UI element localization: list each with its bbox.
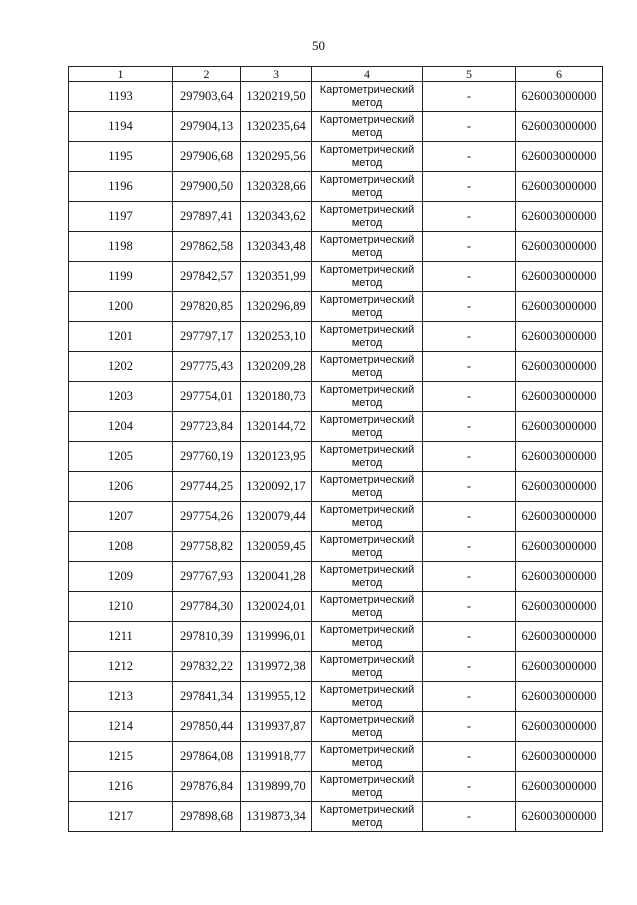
page-number: 50	[312, 38, 325, 53]
cadastral-code-cell: 626003000000	[516, 262, 603, 292]
method-line-2: метод	[351, 576, 383, 589]
table-row	[69, 712, 603, 742]
method-line-2: метод	[351, 126, 383, 139]
coord-x-cell: 297810,39	[173, 622, 241, 652]
point-number-cell: 1200	[69, 292, 173, 322]
coord-y-cell: 1319972,38	[241, 652, 312, 682]
method-line-1: Картометрический	[319, 383, 415, 396]
point-number-cell: 1205	[69, 442, 173, 472]
method-line-2: метод	[351, 186, 383, 199]
point-number-cell: 1214	[69, 712, 173, 742]
header-col-6: 6	[516, 67, 603, 82]
cadastral-code-cell: 626003000000	[516, 82, 603, 112]
coord-x-cell: 297820,85	[173, 292, 241, 322]
method-line-1: Картометрический	[319, 563, 415, 576]
point-number-cell: 1198	[69, 232, 173, 262]
method-cell	[312, 112, 423, 142]
table-row	[69, 442, 603, 472]
cadastral-code-cell: 626003000000	[516, 802, 603, 832]
coord-y-cell: 1320235,64	[241, 112, 312, 142]
accuracy-cell: -	[423, 292, 516, 322]
point-number-cell: 1207	[69, 502, 173, 532]
method-cell	[312, 82, 423, 112]
accuracy-cell: -	[423, 562, 516, 592]
table-row	[69, 322, 603, 352]
table-row	[69, 412, 603, 442]
method-line-1: Картометрический	[319, 233, 415, 246]
coord-y-cell: 1320059,45	[241, 532, 312, 562]
method-cell	[312, 202, 423, 232]
coord-x-cell: 297904,13	[173, 112, 241, 142]
point-number-cell: 1201	[69, 322, 173, 352]
method-line-1: Картометрический	[319, 743, 415, 756]
accuracy-cell: -	[423, 322, 516, 352]
method-line-1: Картометрический	[319, 473, 415, 486]
method-cell	[312, 652, 423, 682]
method-line-2: метод	[351, 516, 383, 529]
accuracy-cell: -	[423, 382, 516, 412]
coord-y-cell: 1320343,48	[241, 232, 312, 262]
point-number-cell: 1196	[69, 172, 173, 202]
method-cell	[312, 352, 423, 382]
accuracy-cell: -	[423, 232, 516, 262]
coord-x-cell: 297876,84	[173, 772, 241, 802]
point-number-cell: 1209	[69, 562, 173, 592]
coord-y-cell: 1320180,73	[241, 382, 312, 412]
cadastral-code-cell: 626003000000	[516, 532, 603, 562]
point-number-cell: 1208	[69, 532, 173, 562]
cadastral-code-cell: 626003000000	[516, 232, 603, 262]
cadastral-code-cell: 626003000000	[516, 712, 603, 742]
method-line-2: метод	[351, 96, 383, 109]
coord-y-cell: 1319996,01	[241, 622, 312, 652]
table-row	[69, 172, 603, 202]
cadastral-code-cell: 626003000000	[516, 172, 603, 202]
cadastral-code-cell: 626003000000	[516, 112, 603, 142]
coord-y-cell: 1320123,95	[241, 442, 312, 472]
header-col-1: 1	[69, 67, 173, 82]
table-row	[69, 112, 603, 142]
method-line-2: метод	[351, 366, 383, 379]
method-line-1: Картометрический	[319, 683, 415, 696]
method-cell	[312, 262, 423, 292]
method-line-2: метод	[351, 696, 383, 709]
method-cell	[312, 712, 423, 742]
method-line-2: метод	[351, 636, 383, 649]
point-number-cell: 1197	[69, 202, 173, 232]
point-number-cell: 1193	[69, 82, 173, 112]
point-number-cell: 1199	[69, 262, 173, 292]
accuracy-cell: -	[423, 82, 516, 112]
method-cell	[312, 592, 423, 622]
method-line-1: Картометрический	[319, 443, 415, 456]
method-line-2: метод	[351, 486, 383, 499]
table-row	[69, 472, 603, 502]
coord-y-cell: 1320351,99	[241, 262, 312, 292]
accuracy-cell: -	[423, 532, 516, 562]
method-cell	[312, 472, 423, 502]
coord-x-cell: 297784,30	[173, 592, 241, 622]
accuracy-cell: -	[423, 352, 516, 382]
coord-x-cell: 297797,17	[173, 322, 241, 352]
coord-x-cell: 297850,44	[173, 712, 241, 742]
method-line-1: Картометрический	[319, 623, 415, 636]
method-line-1: Картометрический	[319, 803, 415, 816]
table-row	[69, 502, 603, 532]
method-line-2: метод	[351, 306, 383, 319]
cadastral-code-cell: 626003000000	[516, 202, 603, 232]
table-row	[69, 682, 603, 712]
coord-x-cell: 297832,22	[173, 652, 241, 682]
method-line-1: Картометрический	[319, 713, 415, 726]
coord-x-cell: 297903,64	[173, 82, 241, 112]
cadastral-code-cell: 626003000000	[516, 652, 603, 682]
method-line-2: метод	[351, 546, 383, 559]
method-cell	[312, 562, 423, 592]
coord-x-cell: 297842,57	[173, 262, 241, 292]
coord-y-cell: 1320209,28	[241, 352, 312, 382]
method-line-1: Картометрический	[319, 173, 415, 186]
table-row	[69, 352, 603, 382]
cadastral-code-cell: 626003000000	[516, 442, 603, 472]
method-cell	[312, 772, 423, 802]
table-row	[69, 202, 603, 232]
point-number-cell: 1202	[69, 352, 173, 382]
table-row	[69, 592, 603, 622]
point-number-cell: 1204	[69, 412, 173, 442]
accuracy-cell: -	[423, 682, 516, 712]
cadastral-code-cell: 626003000000	[516, 502, 603, 532]
coord-x-cell: 297864,08	[173, 742, 241, 772]
accuracy-cell: -	[423, 502, 516, 532]
accuracy-cell: -	[423, 442, 516, 472]
method-cell	[312, 742, 423, 772]
table-row	[69, 622, 603, 652]
method-cell	[312, 532, 423, 562]
accuracy-cell: -	[423, 622, 516, 652]
coord-y-cell: 1320024,01	[241, 592, 312, 622]
method-line-2: метод	[351, 786, 383, 799]
table-row	[69, 382, 603, 412]
coord-y-cell: 1320253,10	[241, 322, 312, 352]
method-cell	[312, 622, 423, 652]
accuracy-cell: -	[423, 172, 516, 202]
method-cell	[312, 382, 423, 412]
coord-y-cell: 1320219,50	[241, 82, 312, 112]
method-cell	[312, 232, 423, 262]
point-number-cell: 1195	[69, 142, 173, 172]
method-line-1: Картометрический	[319, 263, 415, 276]
cadastral-code-cell: 626003000000	[516, 292, 603, 322]
cadastral-code-cell: 626003000000	[516, 382, 603, 412]
cadastral-code-cell: 626003000000	[516, 772, 603, 802]
header-col-4: 4	[312, 67, 423, 82]
table-row	[69, 742, 603, 772]
point-number-cell: 1203	[69, 382, 173, 412]
coord-y-cell: 1319918,77	[241, 742, 312, 772]
method-cell	[312, 322, 423, 352]
point-number-cell: 1217	[69, 802, 173, 832]
coord-x-cell: 297841,34	[173, 682, 241, 712]
accuracy-cell: -	[423, 742, 516, 772]
method-cell	[312, 412, 423, 442]
point-number-cell: 1206	[69, 472, 173, 502]
coord-y-cell: 1319955,12	[241, 682, 312, 712]
coord-y-cell: 1320041,28	[241, 562, 312, 592]
coord-x-cell: 297767,93	[173, 562, 241, 592]
method-line-1: Картометрический	[319, 83, 415, 96]
coord-y-cell: 1320144,72	[241, 412, 312, 442]
header-col-2: 2	[173, 67, 241, 82]
method-cell	[312, 142, 423, 172]
method-line-1: Картометрический	[319, 113, 415, 126]
method-line-2: метод	[351, 726, 383, 739]
method-line-1: Картометрический	[319, 413, 415, 426]
cadastral-code-cell: 626003000000	[516, 592, 603, 622]
method-cell	[312, 442, 423, 472]
point-number-cell: 1211	[69, 622, 173, 652]
table-row	[69, 82, 603, 112]
cadastral-code-cell: 626003000000	[516, 322, 603, 352]
accuracy-cell: -	[423, 112, 516, 142]
method-line-2: метод	[351, 606, 383, 619]
accuracy-cell: -	[423, 772, 516, 802]
method-line-2: метод	[351, 426, 383, 439]
accuracy-cell: -	[423, 592, 516, 622]
accuracy-cell: -	[423, 202, 516, 232]
method-cell	[312, 292, 423, 322]
coord-x-cell: 297723,84	[173, 412, 241, 442]
coord-x-cell: 297900,50	[173, 172, 241, 202]
coord-x-cell: 297754,01	[173, 382, 241, 412]
coord-y-cell: 1319899,70	[241, 772, 312, 802]
table-row	[69, 652, 603, 682]
cadastral-code-cell: 626003000000	[516, 352, 603, 382]
method-line-1: Картометрический	[319, 203, 415, 216]
accuracy-cell: -	[423, 652, 516, 682]
cadastral-code-cell: 626003000000	[516, 742, 603, 772]
table-row	[69, 292, 603, 322]
coord-x-cell: 297744,25	[173, 472, 241, 502]
coord-x-cell: 297775,43	[173, 352, 241, 382]
coord-y-cell: 1320079,44	[241, 502, 312, 532]
method-line-2: метод	[351, 756, 383, 769]
method-line-1: Картометрический	[319, 293, 415, 306]
cadastral-code-cell: 626003000000	[516, 682, 603, 712]
point-number-cell: 1210	[69, 592, 173, 622]
method-line-2: метод	[351, 336, 383, 349]
point-number-cell: 1194	[69, 112, 173, 142]
point-number-cell: 1212	[69, 652, 173, 682]
table-row	[69, 532, 603, 562]
method-line-2: метод	[351, 216, 383, 229]
table-row	[69, 772, 603, 802]
method-line-2: метод	[351, 816, 383, 829]
accuracy-cell: -	[423, 712, 516, 742]
coordinates-table	[68, 66, 603, 832]
point-number-cell: 1213	[69, 682, 173, 712]
method-cell	[312, 172, 423, 202]
method-cell	[312, 802, 423, 832]
method-line-2: метод	[351, 156, 383, 169]
coord-x-cell: 297906,68	[173, 142, 241, 172]
method-cell	[312, 682, 423, 712]
header-col-5: 5	[423, 67, 516, 82]
coord-x-cell: 297760,19	[173, 442, 241, 472]
table-row	[69, 232, 603, 262]
cadastral-code-cell: 626003000000	[516, 412, 603, 442]
method-line-1: Картометрический	[319, 143, 415, 156]
accuracy-cell: -	[423, 262, 516, 292]
coord-x-cell: 297754,26	[173, 502, 241, 532]
coord-x-cell: 297758,82	[173, 532, 241, 562]
coord-y-cell: 1320328,66	[241, 172, 312, 202]
accuracy-cell: -	[423, 802, 516, 832]
header-col-3: 3	[241, 67, 312, 82]
table-body	[69, 82, 603, 832]
method-line-2: метод	[351, 396, 383, 409]
method-line-2: метод	[351, 246, 383, 259]
accuracy-cell: -	[423, 412, 516, 442]
method-cell	[312, 502, 423, 532]
coord-y-cell: 1320092,17	[241, 472, 312, 502]
accuracy-cell: -	[423, 142, 516, 172]
cadastral-code-cell: 626003000000	[516, 562, 603, 592]
method-line-2: метод	[351, 456, 383, 469]
method-line-2: метод	[351, 276, 383, 289]
coord-y-cell: 1320295,56	[241, 142, 312, 172]
point-number-cell: 1216	[69, 772, 173, 802]
coord-y-cell: 1320296,89	[241, 292, 312, 322]
table-header	[69, 67, 603, 82]
point-number-cell: 1215	[69, 742, 173, 772]
table-row	[69, 262, 603, 292]
cadastral-code-cell: 626003000000	[516, 472, 603, 502]
coord-x-cell: 297862,58	[173, 232, 241, 262]
coord-x-cell: 297897,41	[173, 202, 241, 232]
method-line-1: Картометрический	[319, 323, 415, 336]
header-row	[69, 67, 603, 82]
method-line-1: Картометрический	[319, 773, 415, 786]
coord-x-cell: 297898,68	[173, 802, 241, 832]
table-row	[69, 142, 603, 172]
cadastral-code-cell: 626003000000	[516, 622, 603, 652]
coord-y-cell: 1319937,87	[241, 712, 312, 742]
method-line-1: Картометрический	[319, 593, 415, 606]
coord-y-cell: 1319873,34	[241, 802, 312, 832]
method-line-1: Картометрический	[319, 353, 415, 366]
coord-y-cell: 1320343,62	[241, 202, 312, 232]
method-line-1: Картометрический	[319, 503, 415, 516]
method-line-2: метод	[351, 666, 383, 679]
accuracy-cell: -	[423, 472, 516, 502]
table-row	[69, 802, 603, 832]
method-line-1: Картометрический	[319, 653, 415, 666]
cadastral-code-cell: 626003000000	[516, 142, 603, 172]
table-row	[69, 562, 603, 592]
method-line-1: Картометрический	[319, 533, 415, 546]
